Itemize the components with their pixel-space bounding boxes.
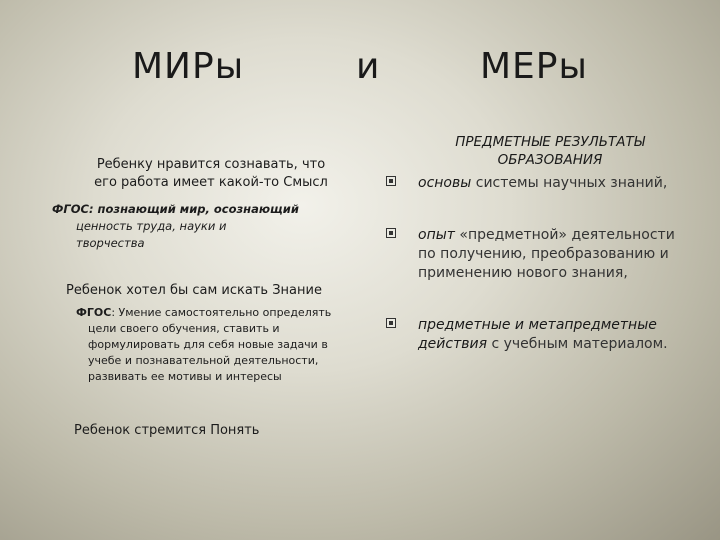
heading-line1: ПРЕДМЕТНЫЕ РЕЗУЛЬТАТЫ xyxy=(455,134,645,150)
statement-meaning xyxy=(76,156,346,192)
result-experience-line1 xyxy=(418,226,708,245)
fgos-values-line1: ФГОС: познающий мир, осознающий xyxy=(52,202,299,216)
title-mirs: МИРы xyxy=(132,46,245,87)
fgos-goals-line5: развивать ее мотивы и интересы xyxy=(88,370,282,383)
heading-line2: ОБРАЗОВАНИЯ xyxy=(497,152,603,168)
result-experience-line2: по получению, преобразованию и xyxy=(418,246,669,262)
bullet-square-icon xyxy=(386,176,396,186)
fgos-goals-line4: учебе и познавательной деятельности, xyxy=(88,354,319,367)
result-experience-line3: применению нового знания, xyxy=(418,265,628,281)
statement-understand: Ребенок стремится Понять xyxy=(74,423,260,438)
result-experience-em: опыт xyxy=(418,227,455,243)
fgos-values-line2: ценность труда, науки и xyxy=(76,219,227,233)
fgos-goals-text1: : Умение самостоятельно определять xyxy=(111,306,332,319)
fgos-goals-line2: цели своего обучения, ставить и xyxy=(88,322,280,335)
result-basics-em: основы xyxy=(418,175,472,191)
statement-knowledge: Ребенок хотел бы сам искать Знание xyxy=(66,283,322,298)
result-actions-text: с учебным материалом. xyxy=(487,336,668,352)
result-item-actions xyxy=(418,316,708,354)
result-item-experience xyxy=(418,226,708,283)
title-and: и xyxy=(356,46,381,87)
result-basics-text: системы научных знаний, xyxy=(471,175,668,191)
title-mers: МЕРы xyxy=(480,46,588,87)
statement-meaning-line1: Ребенку нравится сознавать, что xyxy=(96,157,326,172)
result-actions-line1: предметные и метапредметные xyxy=(418,317,657,333)
fgos-label: ФГОС xyxy=(76,306,112,319)
bullet-square-icon xyxy=(386,318,396,328)
result-experience-text: «предметной» деятельности xyxy=(454,227,675,243)
fgos-goals-line3: формулировать для себя новые задачи в xyxy=(88,338,328,351)
fgos-values xyxy=(52,201,312,252)
subject-results-heading xyxy=(420,133,680,169)
bullet-square-icon xyxy=(386,228,396,238)
result-item-basics xyxy=(418,174,708,193)
fgos-goals-line1 xyxy=(76,305,356,321)
result-actions-line2 xyxy=(418,335,708,354)
fgos-values-line3: творчества xyxy=(76,236,145,250)
result-actions-em: действия xyxy=(418,336,488,352)
fgos-goals xyxy=(76,305,356,385)
statement-meaning-line2: его работа имеет какой-то Смысл xyxy=(94,175,328,190)
